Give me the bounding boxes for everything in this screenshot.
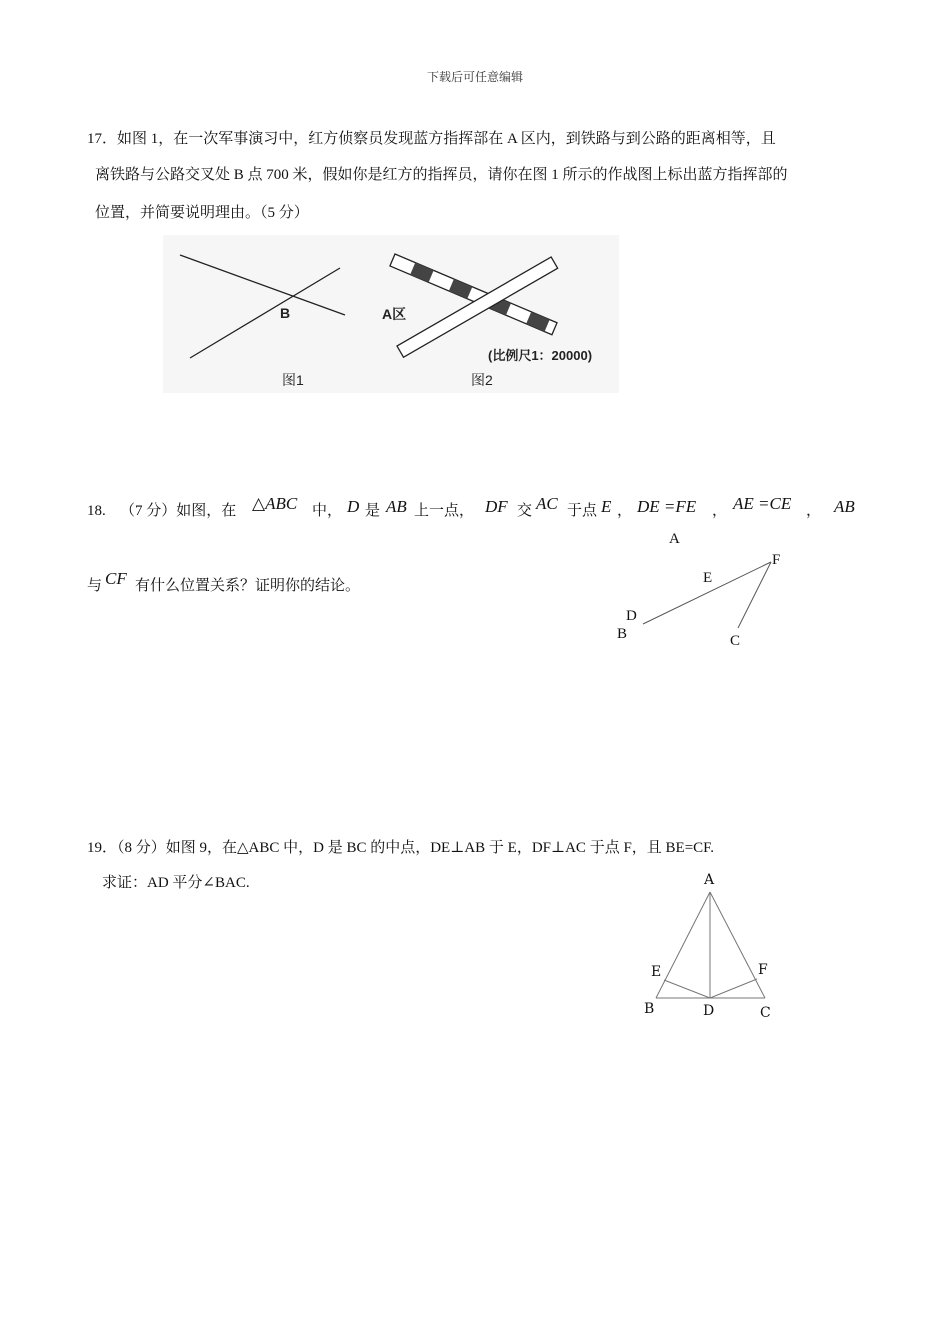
q18-segment-ab-2: AB (834, 497, 855, 516)
q19-side-ac (710, 892, 765, 998)
q18-label-f: F (772, 552, 781, 568)
q19-label-d: D (703, 1003, 715, 1019)
fig2-label-a-zone: A区 (382, 306, 407, 322)
q18-text-pre: （7 分）如图，在 (120, 503, 237, 519)
fig1-caption: 图1 (282, 372, 304, 388)
q17-line-1: 17．如图 1，在一次军事演习中，红方侦察员发现蓝方指挥部在 A 区内，到铁路与到公路的距离相等，且 (87, 131, 776, 147)
q19-segment-df (710, 979, 757, 998)
q18-number: 18. (87, 503, 106, 519)
q18-text-4: 交 (517, 503, 533, 519)
fig2-scale: (比例尺1：20000) (488, 348, 593, 363)
q18-segment-df: DF (485, 497, 508, 516)
q18-point-d: D (347, 497, 360, 516)
q18-label-c: C (730, 633, 741, 649)
q18-text-1: 中， (312, 503, 343, 519)
q18-label-d: D (626, 608, 637, 624)
q18-segment-ac: AC (536, 494, 558, 513)
q19-segment-de (664, 980, 710, 998)
q18-text-tail: 有什么位置关系？证明你的结论。 (135, 578, 361, 594)
q18-segment-cf: CF (105, 569, 127, 588)
q18-text-2: 是 (365, 503, 381, 519)
q18-triangle-abc: △ABC (252, 494, 298, 513)
q19-line-2: 求证：AD 平分∠BAC. (102, 875, 250, 891)
q18-text-3: 上一点， (414, 503, 475, 519)
q18-label-e: E (703, 570, 713, 586)
q19-label-a: A (704, 872, 715, 888)
q18-text-yu: 与 (87, 578, 103, 594)
q17-line-2: 离铁路与公路交叉处 B 点 700 米，假如你是红方的指挥员，请你在图 1 所示的作战图上标出蓝方指挥部的 (95, 167, 788, 183)
q19-label-e: E (651, 964, 662, 980)
q18-comma-1: ， (617, 503, 633, 519)
q18-comma-2: ， (712, 503, 728, 519)
q19-label-b: B (644, 1001, 655, 1017)
q18-point-e: E (601, 497, 612, 516)
q18-equation-de-fe: DE =FE (637, 497, 697, 516)
q18-label-b: B (617, 626, 628, 642)
q19-label-f: F (758, 962, 768, 978)
q18-segment-ab: AB (386, 497, 407, 516)
q18-label-a: A (669, 531, 680, 547)
q19-label-c: C (760, 1005, 771, 1021)
q18-equation-ae-ce: AE =CE (733, 494, 792, 513)
fig1-label-b: B (280, 305, 291, 321)
q18-text-5: 于点 (567, 503, 598, 519)
q19-side-ab (656, 892, 710, 998)
fig2-caption: 图2 (471, 372, 493, 388)
q17-line-3: 位置，并简要说明理由。（5 分） (95, 205, 309, 221)
q19-line-1: 19．（8 分）如图 9，在△ABC 中，D 是 BC 的中点，DE⊥AB 于 E，DF⊥AC 于点 F，且 BE=CF. (87, 840, 715, 856)
q18-comma-3: ， (806, 503, 822, 519)
page-header: 下载后可任意编辑 (426, 70, 523, 84)
